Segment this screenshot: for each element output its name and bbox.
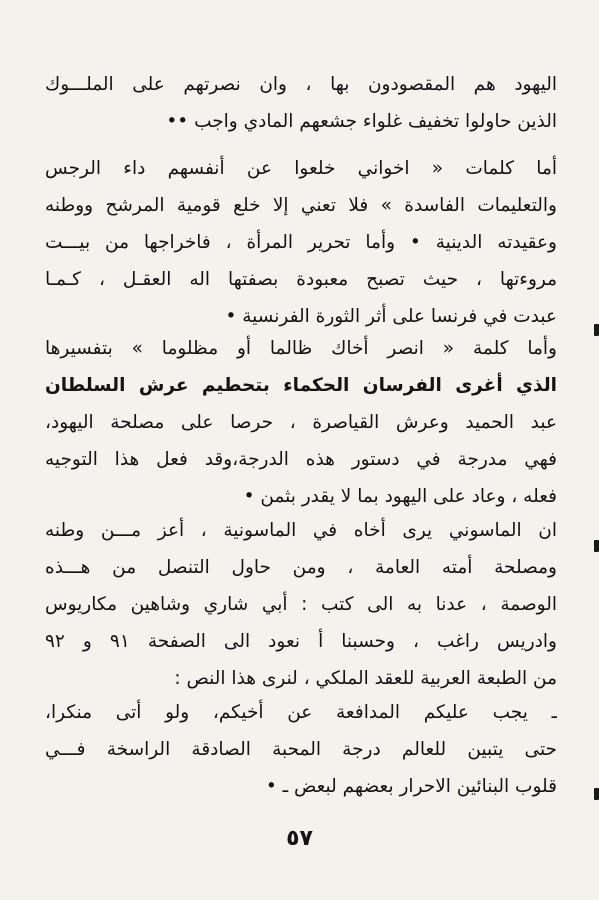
paragraph-1 — [45, 66, 557, 140]
text-line: أما كلمات « اخواني خلعوا عن أنفسهم داء الرجس — [45, 158, 557, 179]
text-line: من الطبعة العربية للعقد الملكي ، لنرى هذا النص : — [174, 668, 557, 689]
margin-mark — [594, 324, 599, 336]
text-line: عبد الحميد وعرش القياصرة ، حرصا على مصلحة اليهود، — [45, 412, 557, 433]
text-line: اليهود هم المقصودون بها ، وان نصرتهم على الملـــوك — [45, 74, 557, 95]
page-number: ٥٧ — [286, 826, 313, 851]
paragraph-3 — [45, 330, 557, 515]
paragraph-2 — [45, 150, 557, 335]
paragraph-4 — [45, 512, 557, 697]
text-line: الذين حاولوا تخفيف غلواء جشعهم المادي واجب •• — [166, 111, 557, 132]
text-line: الوصمة ، عدنا به الى كتب : أبي شاري وشاهين مكاريوس — [45, 594, 557, 615]
text-line: فعله ، وعاد على اليهود بما لا يقدر بثمن • — [243, 486, 557, 507]
text-line: ان الماسوني يرى أخاه في الماسونية ، أعز مـــن وطنه — [45, 520, 557, 541]
text-line: ومصلحة أمته العامة ، ومن حاول التنصل من هـــذه — [45, 557, 557, 578]
text-line: عبدت في فرنسا على أثر الثورة الفرنسية • — [225, 306, 557, 327]
text-line: والتعليمات الفاسدة » فلا تعني إلا خلع قومية المرشح ووطنه — [45, 195, 557, 216]
text-line: حتى يتبين للعالم درجة المحبة الصادقة الراسخة فـــي — [45, 739, 557, 760]
text-line: وادريس راغب ، وحسبنا أ نعود الى الصفحة ٩١ و ٩٢ — [45, 631, 557, 652]
text-line: قلوب البنائين الاحرار بعضهم لبعض ـ • — [265, 776, 557, 797]
text-line: ـ يجب عليكم المدافعة عن أخيكم، ولو أتى منكرا، — [45, 702, 557, 723]
margin-mark — [594, 788, 599, 800]
text-line: فهي مدرجة في دستور هذه الدرجة،وقد فعل هذا التوجيه — [45, 449, 557, 470]
text-line: وأما كلمة « انصر أخاك ظالما أو مظلوما » بتفسيرها — [45, 338, 557, 359]
text-line: الذي أغرى الفرسان الحكماء بتحطيم عرش السلطان — [45, 375, 557, 396]
paragraph-5 — [45, 694, 557, 805]
text-line: وعقيدته الدينية • وأما تحرير المرأة ، فاخراجها من بيـــت — [45, 232, 557, 253]
margin-mark — [594, 540, 599, 552]
text-line: مروءتها ، حيث تصبح معبودة بصفتها اله العقـل ، كـمـا — [45, 269, 557, 290]
